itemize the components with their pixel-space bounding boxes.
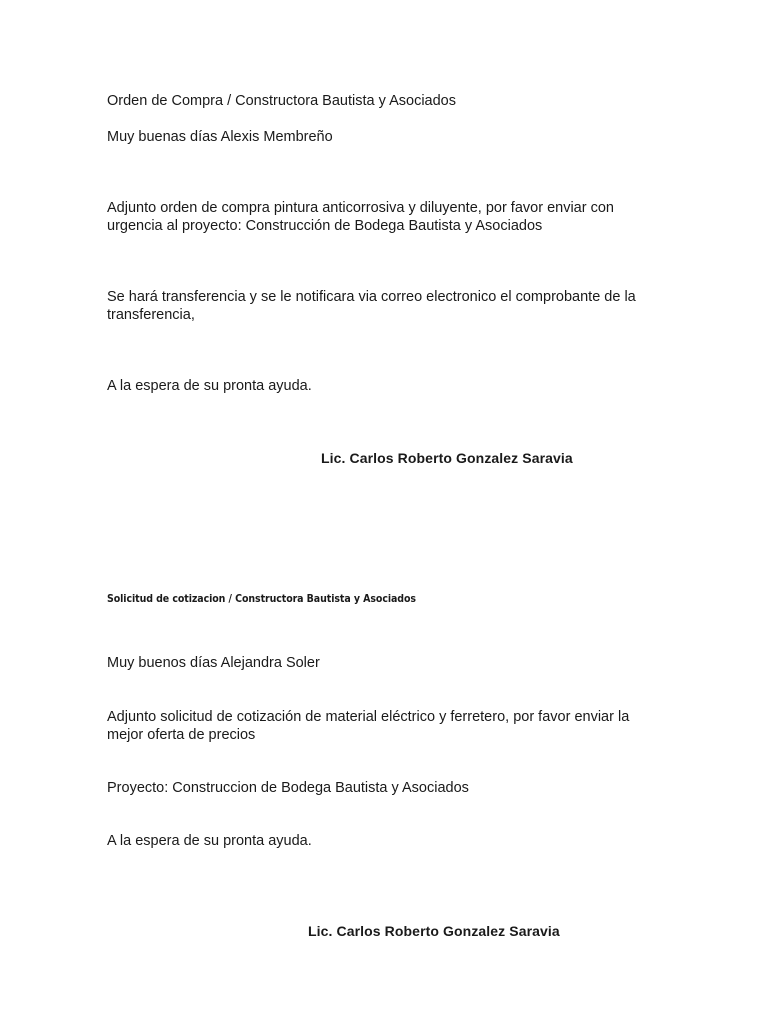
letter1-paragraph1: Adjunto orden de compra pintura anticorrosiva y diluyente, por favor enviar con urgencia al proyecto: Construcción de Bodega Bautista y Asociados — [107, 200, 614, 234]
letter2-greeting: Muy buenos días Alejandra Soler — [107, 655, 320, 671]
letter2-project: Proyecto: Construccion de Bodega Bautista y Asociados — [107, 780, 469, 796]
letter1-greeting: Muy buenas días Alexis Membreño — [107, 129, 333, 145]
letter1-closing: A la espera de su pronta ayuda. — [107, 378, 312, 394]
letter2-signature: Lic. Carlos Roberto Gonzalez Saravia — [308, 923, 560, 939]
letter2-closing: A la espera de su pronta ayuda. — [107, 833, 312, 849]
letter2-subject: Solicitud de cotizacion / Constructora Bautista y Asociados — [107, 592, 416, 605]
letter1-paragraph2: Se hará transferencia y se le notificara via correo electronico el comprobante de la transferencia, — [107, 289, 636, 323]
letter1-subject: Orden de Compra / Constructora Bautista y Asociados — [107, 93, 456, 109]
letter2-paragraph1: Adjunto solicitud de cotización de material eléctrico y ferretero, por favor enviar la mejor oferta de precios — [107, 709, 630, 743]
letter1-signature: Lic. Carlos Roberto Gonzalez Saravia — [321, 450, 573, 466]
